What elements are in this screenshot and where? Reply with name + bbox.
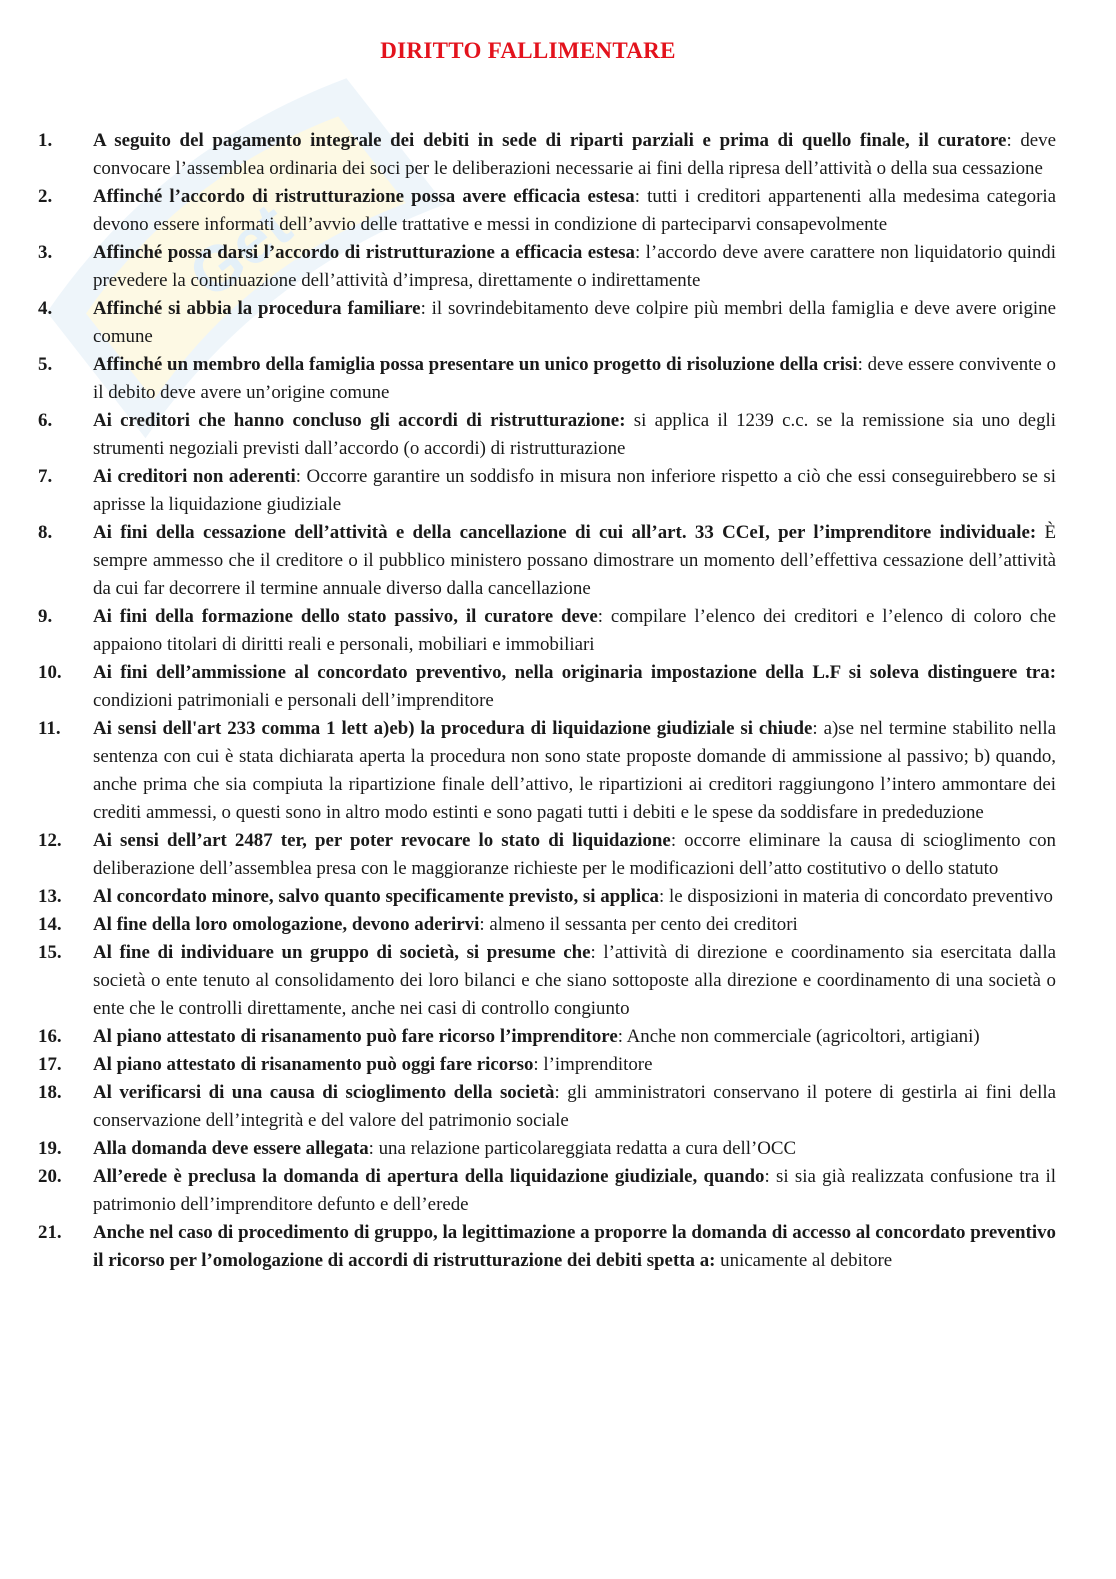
qa-item-answer: : l’attività di direzione e coordinamento sia esercitata dalla società o ente tenuto al consolidamento dei loro bilanci e che siano sottoposte alla direzione e coordinamento di una società o ente che le controlli direttamente, anche nei casi di controllo congiunto — [93, 942, 1056, 1019]
qa-item-number: 3. — [38, 242, 53, 263]
qa-item-question: Ai sensi dell'art 233 comma 1 lett a)eb) la procedura di liquidazione giudiziale si chiude — [93, 718, 813, 739]
qa-item-question: A seguito del pagamento integrale dei debiti in sede di riparti parziali e prima di quello finale, il curatore — [93, 130, 1007, 151]
qa-item-number: 10. — [38, 662, 62, 683]
qa-item — [38, 911, 1056, 939]
qa-item — [38, 239, 1056, 295]
qa-item — [38, 1023, 1056, 1051]
qa-item-question: Anche nel caso di procedimento di gruppo, la legittimazione a proporre la domanda di accesso al concordato preventivo il ricorso per l’omologazione di accordi di ristrutturazione dei debiti spetta a: — [93, 1222, 1056, 1271]
qa-item-number: 6. — [38, 410, 53, 431]
qa-item-text — [93, 827, 1056, 883]
qa-item — [38, 1051, 1056, 1079]
qa-item-question: Al piano attestato di risanamento può oggi fare ricorso — [93, 1054, 534, 1075]
qa-item-number: 19. — [38, 1138, 62, 1159]
qa-item-answer: : deve essere convivente o il debito deve avere un’origine comune — [93, 354, 1056, 403]
qa-item — [38, 519, 1056, 603]
qa-item-text — [93, 659, 1056, 715]
qa-item-answer: : deve convocare l’assemblea ordinaria dei soci per le deliberazioni necessarie ai fini della ripresa dell’attività o della sua cessazione — [93, 130, 1056, 179]
qa-item-question: Al fine di individuare un gruppo di società, si presume che — [93, 942, 591, 963]
qa-item-answer: : l’imprenditore — [533, 1054, 653, 1075]
qa-item-answer: : il sovrindebitamento deve colpire più membri della famiglia e deve avere origine comune — [93, 298, 1056, 347]
qa-item-question: Ai sensi dell’art 2487 ter, per poter revocare lo stato di liquidazione — [93, 830, 671, 851]
svg-text:Get: Get — [175, 189, 305, 312]
qa-item-number: 21. — [38, 1222, 62, 1243]
qa-item-number: 20. — [38, 1166, 62, 1187]
qa-list — [38, 127, 1056, 1275]
qa-item — [38, 939, 1056, 1023]
qa-item-question: Affinché un membro della famiglia possa presentare un unico progetto di risoluzione della crisi — [93, 354, 858, 375]
qa-item-text — [93, 1135, 1056, 1163]
qa-item-number: 5. — [38, 354, 53, 375]
qa-item-answer: : una relazione particolareggiata redatta a cura dell’OCC — [368, 1138, 797, 1159]
qa-item-number: 13. — [38, 886, 62, 907]
qa-item-number: 12. — [38, 830, 62, 851]
qa-item-question: Affinché si abbia la procedura familiare — [93, 298, 421, 319]
qa-item-text — [93, 295, 1056, 351]
qa-item-answer: : l’accordo deve avere carattere non liquidatorio quindi prevedere la continuazione dell’attività d’impresa, direttamente o indirettamente — [93, 242, 1056, 291]
qa-item-answer: : a)se nel termine stabilito nella sentenza con cui è stata dichiarata aperta la procedura non sono state proposte domande di ammissione al passivo; b) quando, anche prima che sia compiuta la ripartizione finale dell’attivo, le ripartizioni ai creditori raggiungono l’intero ammontare dei crediti ammessi, o questi sono in altro modo estinti e sono pagati tutti i debiti e le spese da soddisfare in prededuzione — [93, 718, 1056, 823]
qa-item-answer: : Anche non commerciale (agricoltori, artigiani) — [617, 1026, 980, 1047]
qa-item-number: 15. — [38, 942, 62, 963]
qa-item-answer: È sempre ammesso che il creditore o il pubblico ministero possano dimostrare un momento dell’effettiva cessazione dell’attività da cui far decorrere il termine annuale diverso dalla cancellazione — [93, 522, 1056, 599]
qa-item — [38, 351, 1056, 407]
qa-item-text — [93, 407, 1056, 463]
qa-item-answer: : occorre eliminare la causa di scioglimento con deliberazione dell’assemblea presa con le maggioranze richieste per le modificazioni dell’atto costitutivo o dello statuto — [93, 830, 1056, 879]
qa-item-number: 9. — [38, 606, 53, 627]
qa-item-text — [93, 239, 1056, 295]
qa-item — [38, 715, 1056, 827]
qa-item-text — [93, 715, 1056, 827]
qa-item-answer: : gli amministratori conservano il potere di gestirla ai fini della conservazione dell’integrità e del valore del patrimonio sociale — [93, 1082, 1056, 1131]
qa-item-answer: si applica il 1239 c.c. se la remissione sia uno degli strumenti negoziali previsti dall’accordo (o accordi) di ristrutturazione — [93, 410, 1057, 459]
qa-item-question: Ai fini dell’ammissione al concordato preventivo, nella originaria impostazione della L.F si soleva distinguere tra: — [93, 662, 1056, 683]
qa-item — [38, 127, 1056, 183]
qa-item-text — [93, 911, 1056, 939]
qa-item-question: All’erede è preclusa la domanda di apertura della liquidazione giudiziale, quando — [93, 1166, 765, 1187]
qa-item-question: Ai creditori non aderenti — [93, 466, 296, 487]
qa-item — [38, 295, 1056, 351]
qa-item-question: Ai fini della cessazione dell’attività e della cancellazione di cui all’art. 33 CCeI, per l’imprenditore individuale: — [93, 522, 1037, 543]
qa-item-number: 11. — [38, 718, 61, 739]
qa-item — [38, 183, 1056, 239]
qa-item-question: Ai creditori che hanno concluso gli accordi di ristrutturazione: — [93, 410, 626, 431]
qa-item-text — [93, 1163, 1056, 1219]
qa-item — [38, 1135, 1056, 1163]
qa-item-number: 2. — [38, 186, 53, 207]
qa-item — [38, 1079, 1056, 1135]
qa-item-number: 7. — [38, 466, 53, 487]
qa-item — [38, 659, 1056, 715]
qa-item — [38, 463, 1056, 519]
qa-item-text — [93, 183, 1056, 239]
qa-item-text — [93, 351, 1056, 407]
qa-item-text — [93, 127, 1056, 183]
qa-item-answer: : compilare l’elenco dei creditori e l’elenco di coloro che appaiono titolari di diritti reali e personali, mobiliari e immobiliari — [93, 606, 1056, 655]
qa-item-number: 1. — [38, 130, 53, 151]
qa-item-text — [93, 883, 1056, 911]
qa-item-answer: unicamente al debitore — [715, 1250, 893, 1271]
qa-item-question: Ai fini della formazione dello stato passivo, il curatore deve — [93, 606, 598, 627]
qa-item — [38, 827, 1056, 883]
qa-item-number: 4. — [38, 298, 53, 319]
qa-item-text — [93, 1023, 1056, 1051]
qa-item-number: 16. — [38, 1026, 62, 1047]
qa-item-answer: condizioni patrimoniali e personali dell’imprenditore — [93, 690, 494, 711]
qa-item-question: Affinché l’accordo di ristrutturazione possa avere efficacia estesa — [93, 186, 635, 207]
qa-item-text — [93, 939, 1056, 1023]
qa-item — [38, 1219, 1056, 1275]
qa-item — [38, 1163, 1056, 1219]
qa-item-question: Al concordato minore, salvo quanto specificamente previsto, si applica — [93, 886, 659, 907]
qa-item — [38, 407, 1056, 463]
qa-item-question: Alla domanda deve essere allegata — [93, 1138, 369, 1159]
qa-item-text — [93, 1051, 1056, 1079]
qa-item-answer: : almeno il sessanta per cento dei creditori — [479, 914, 798, 935]
qa-item-text — [93, 1219, 1056, 1275]
qa-item-answer: : Occorre garantire un soddisfo in misura non inferiore rispetto a ciò che essi conseguirebbero se si aprisse la liquidazione giudiziale — [93, 466, 1056, 515]
qa-item-number: 17. — [38, 1054, 62, 1075]
qa-item-question: Al verificarsi di una causa di scioglimento della società — [93, 1082, 555, 1103]
qa-item-question: Al fine della loro omologazione, devono aderirvi — [93, 914, 480, 935]
qa-item — [38, 883, 1056, 911]
qa-item-number: 8. — [38, 522, 53, 543]
document-title: DIRITTO FALLIMENTARE — [380, 38, 676, 63]
qa-item-question: Al piano attestato di risanamento può fare ricorso l’imprenditore — [93, 1026, 618, 1047]
qa-item-answer: : si sia già realizzata confusione tra il patrimonio dell’imprenditore defunto e dell’erede — [93, 1166, 1056, 1215]
qa-item-number: 18. — [38, 1082, 62, 1103]
qa-item-answer: : le disposizioni in materia di concordato preventivo — [659, 886, 1053, 907]
qa-item-text — [93, 519, 1056, 603]
qa-item-text — [93, 1079, 1056, 1135]
qa-item-text — [93, 603, 1056, 659]
qa-item-answer: : tutti i creditori appartenenti alla medesima categoria devono essere informati dell’avvio delle trattative e messi in condizione di parteciparvi consapevolmente — [93, 186, 1056, 235]
qa-item-text — [93, 463, 1056, 519]
qa-item-number: 14. — [38, 914, 62, 935]
qa-item — [38, 603, 1056, 659]
qa-item-question: Affinché possa darsi l’accordo di ristrutturazione a efficacia estesa — [93, 242, 635, 263]
